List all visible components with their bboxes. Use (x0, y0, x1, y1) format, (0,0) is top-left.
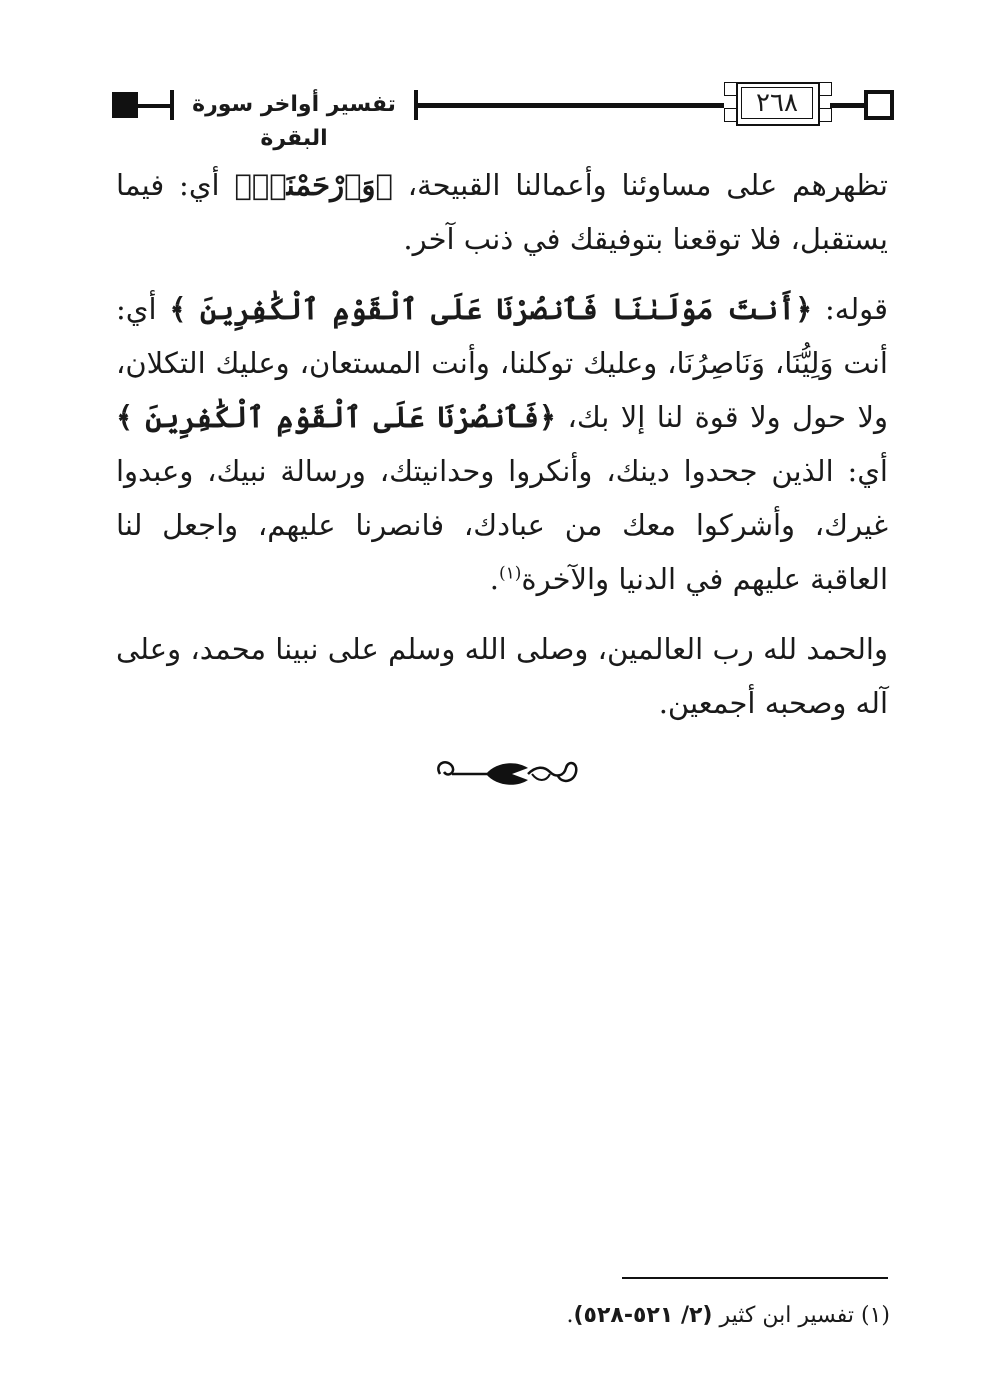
paragraph-text: قوله: (812, 292, 889, 326)
header-square-open (864, 90, 894, 120)
footnote-marker[interactable]: (١) (498, 563, 522, 584)
page-number: ٢٦٨ (741, 87, 813, 119)
flourish-ornament-icon (432, 754, 582, 790)
main-text (116, 158, 888, 730)
header-rule-middle (418, 103, 728, 108)
paragraph-text: تظهرهم على مساوئنا وأعمالنا القبيحة، (392, 168, 888, 202)
running-title: تفسير أواخر سورة البقرة (174, 88, 414, 122)
frame-corner-ornament (818, 108, 832, 122)
running-header (112, 80, 894, 151)
paragraph-2 (116, 282, 888, 606)
paragraph-text: أي: الذين جحدوا دينك، وأنكروا وحدانيتك، ورسالة نبيك، وعبدوا غيرك، وأشركوا معك من عبادك، فانصرنا عليهم، واجعل لنا العاقبة عليهم في الدنيا والآخرة (116, 454, 888, 596)
header-rule-right (830, 103, 866, 108)
footnote-number: (١) (860, 1303, 890, 1328)
paragraph-text: أي: فيما يستقبل، فلا توقعنا بتوفيقك في ذنب آخر. (116, 168, 888, 256)
paragraph-3: والحمد لله رب العالمين، وصلى الله وسلم على نبينا محمد، وعلى آله وصحبه أجمعين. (116, 632, 888, 720)
page-number-frame (724, 82, 832, 126)
footnote-reference: (٢/ ٥٢١-٥٢٨) (573, 1303, 713, 1328)
footnote-end: . (566, 1303, 574, 1328)
footnote-text: تفسير ابن كثير (712, 1303, 861, 1328)
header-rule-left (138, 104, 174, 108)
paragraph-text: أي: أنت وَلِيُّنَا، وَنَاصِرُنَا، وعليك توكلنا، وأنت المستعان، وعليك التكلان، ولا حول ولا قوة لنا إلا بك، (116, 292, 888, 434)
paragraph-1 (116, 158, 888, 266)
quran-verse: ﴿وَٱرْحَمْنَآۚ﴾ (234, 168, 393, 202)
quran-verse: ﴿أَنتَ مَوْلَىٰنَا فَٱنصُرْنَا عَلَى ٱلْقَوْمِ ٱلْكَٰفِرِينَ ﴾ (169, 292, 813, 326)
footnote-separator (622, 1277, 888, 1279)
frame-corner-ornament (818, 82, 832, 96)
footnote-1 (300, 1296, 890, 1336)
paragraph-text: . (489, 562, 499, 596)
quran-verse: ﴿فَٱنصُرْنَا عَلَى ٱلْقَوْمِ ٱلْكَٰفِرِينَ ﴾ (116, 400, 557, 434)
header-square-solid (112, 92, 138, 118)
